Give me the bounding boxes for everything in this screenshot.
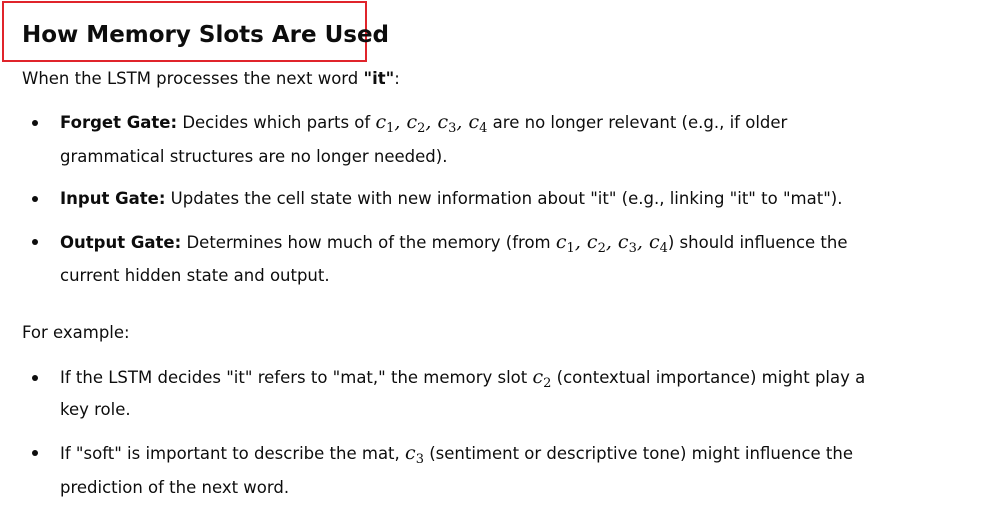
list-item-line bbox=[60, 441, 853, 466]
list-item-line bbox=[60, 365, 865, 390]
bullet-icon bbox=[32, 239, 38, 245]
math-formula: $c_1$, $c_2$, $c_3$, $c_4$ bbox=[555, 231, 668, 256]
list-item-line bbox=[60, 110, 787, 135]
list-item-text: Determines how much of the memory (from bbox=[181, 233, 556, 252]
bullet-icon bbox=[32, 450, 38, 456]
list-item-line: prediction of the next word. bbox=[60, 478, 290, 497]
forget-gate-label: Forget Gate: bbox=[60, 113, 178, 132]
list-item-text: are no longer relevant (e.g., if older bbox=[487, 113, 788, 132]
list-item-text: Decides which parts of bbox=[177, 113, 376, 132]
list-item-text: If "soft" is important to describe the mat, bbox=[60, 444, 406, 463]
list-item-text: (contextual importance) might play a bbox=[551, 368, 866, 387]
section-heading: How Memory Slots Are Used bbox=[22, 22, 390, 48]
intro-suffix: : bbox=[394, 69, 400, 88]
bullet-icon bbox=[32, 120, 38, 126]
intro-paragraph bbox=[22, 67, 400, 91]
output-gate-label: Output Gate: bbox=[60, 233, 182, 252]
bullet-icon bbox=[32, 375, 38, 381]
math-formula: $c_2$ bbox=[532, 366, 552, 391]
list-item-line: grammatical structures are no longer needed). bbox=[60, 147, 448, 166]
list-item-line bbox=[60, 187, 842, 211]
list-item-line: current hidden state and output. bbox=[60, 266, 330, 285]
example-intro: For example: bbox=[22, 323, 130, 342]
intro-text: When the LSTM processes the next word bbox=[22, 69, 364, 88]
math-formula: $c_1$, $c_2$, $c_3$, $c_4$ bbox=[375, 111, 488, 136]
math-formula: $c_3$ bbox=[405, 442, 424, 467]
bullet-icon bbox=[32, 196, 38, 202]
list-item-text: If the LSTM decides "it" refers to "mat," the memory slot bbox=[60, 368, 533, 387]
list-item-text: Updates the cell state with new information about "it" (e.g., linking "it" to "mat"). bbox=[165, 189, 843, 208]
input-gate-label: Input Gate: bbox=[60, 189, 166, 208]
list-item-line bbox=[60, 230, 848, 255]
list-item-text: (sentiment or descriptive tone) might influence the bbox=[423, 444, 853, 463]
list-item-text: ) should influence the bbox=[667, 233, 848, 252]
intro-word: "it" bbox=[363, 69, 395, 88]
list-item-line: key role. bbox=[60, 400, 131, 419]
